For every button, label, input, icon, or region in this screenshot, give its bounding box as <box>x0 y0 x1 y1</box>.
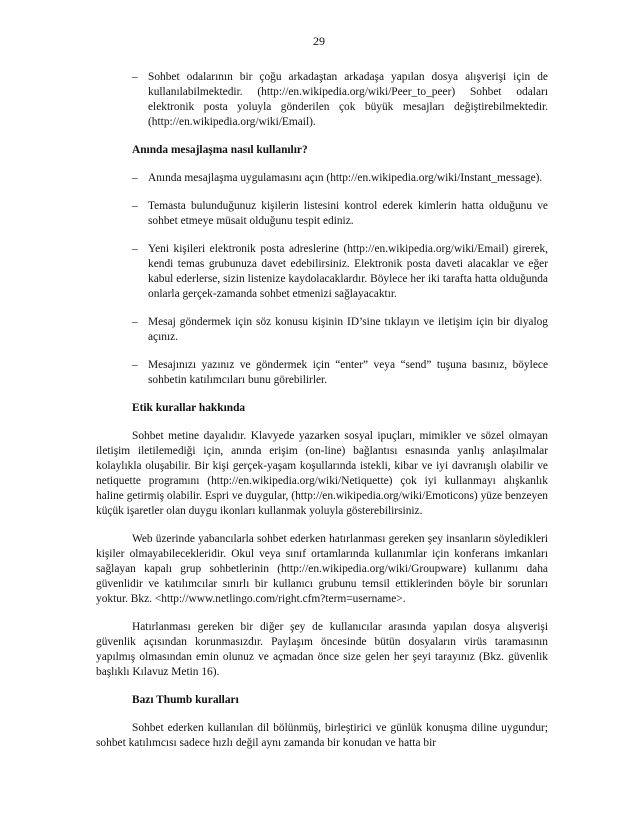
page-content <box>96 70 548 764</box>
body-paragraph: Web üzerinde yabancılarla sohbet ederken hatırlanması gereken şey insanların söyledikleri kişiler olmayabilecekleridir. Okul veya sınıf ortamlarında kullanımlar için konferans imkanları sağlayan kapalı grup sohbetlerinin (http://en.wikipedia.org/wiki/Groupware) kullanımı daha güvenlidir ve katılımcılar sınırlı bir kullanıcı grubunu temsil ettiklerinden böyle bir sorunları yoktur. Bkz. <http://www.netlingo.com/right.cfm?term=username>. <box>96 533 548 605</box>
list-item <box>96 70 548 130</box>
dash-bullet-icon: – <box>132 200 138 212</box>
list-item-text: Temasta bulunduğunuz kişilerin listesini kontrol ederek kimlerin hatta olduğunu ve sohbet etmeye müsait olduğunu tespit ediniz. <box>148 200 548 227</box>
dash-bullet-icon: – <box>132 316 138 328</box>
section-heading-ethics: Etik kurallar hakkında <box>132 402 246 414</box>
bullet-list-top <box>96 70 548 130</box>
dash-bullet-icon: – <box>132 359 138 371</box>
body-paragraph: Sohbet metine dayalıdır. Klavyede yazarken sosyal ipuçları, mimikler ve sözel olmayan iletişim iletilemediği için, anında erişim (on-line) bağlantısı esnasında yanlış anlaşılmalar kolaylıkla oluşabilir. Bir kişi gerçek-yaşam koşullarında istekli, kibar ve iyi davranışlı olabilir ve netiquette programını (http://en.wikipedia.org/wiki/Netiquette) çok iyi kullanmayı alışkanlık haline getirmiş olabilir. Espri ve duygular, (http://en.wikipedia.org/wiki/Emoticons) yüze benzeyen küçük işaretler olan duygu ikonları kullanmak yoluyla gösterebilirsiniz. <box>96 430 548 517</box>
list-item-text: Yeni kişileri elektronik posta adreslerine (http://en.wikipedia.org/wiki/Email) girerek, kendi temas grubunuza davet edebilirsiniz. Elektronik posta daveti alacaklar ve eğer kabul ederlerse, sizin listenize kaydolacaklardır. Böylece her iki tarafta hatta olduğunda onlarla gerçek-zamanda sohbet etmenizi sağlayacaktır. <box>148 243 548 300</box>
list-item <box>96 242 548 302</box>
dash-bullet-icon: – <box>132 71 138 83</box>
list-item <box>96 199 548 229</box>
dash-bullet-icon: – <box>132 243 138 255</box>
page-number: 29 <box>313 34 325 48</box>
bullet-list-instant-messaging <box>96 171 548 388</box>
section-heading-thumb-rules: Bazı Thumb kuralları <box>132 694 239 706</box>
section-heading-instant-messaging: Anında mesajlaşma nasıl kullanılır? <box>132 144 308 156</box>
list-item <box>96 358 548 388</box>
list-item-text: Anında mesajlaşma uygulamasını açın (http://en.wikipedia.org/wiki/Instant_message). <box>148 172 543 184</box>
list-item-text: Mesajınızı yazınız ve göndermek için “enter” veya “send” tuşuna basınız, böylece sohbetin katılımcıları bunu görebilirler. <box>148 359 548 386</box>
body-paragraph: Sohbet ederken kullanılan dil bölünmüş, birleştirici ve günlük konuşma diline uygundur; sohbet katılımcısı sadece hızlı değil aynı zamanda bir konudan ve hatta bir <box>96 722 548 749</box>
list-item <box>96 171 548 186</box>
list-item <box>96 315 548 345</box>
list-item-text: Sohbet odalarının bir çoğu arkadaştan arkadaşa yapılan dosya alışverişi için de kullanılabilmektedir. (http://en.wikipedia.org/wiki/Peer_to_peer) Sohbet odaları elektronik posta yoluyla gönderilen çok büyük mesajları değiştirebilmektedir. (http://en.wikipedia.org/wiki/Email). <box>148 71 548 128</box>
list-item-text: Mesaj göndermek için söz konusu kişinin ID’sine tıklayın ve iletişim için bir diyalog açınız. <box>148 316 548 343</box>
body-paragraph: Hatırlanması gereken bir diğer şey de kullanıcılar arasında yapılan dosya alışverişi güvenlik açısından korunmasızdır. Paylaşım öncesinde bütün dosyaların virüs taramasının yapılmış olmasından emin olunuz ve açmadan önce size gelen her şeyi tarayınız (Bkz. güvenlik başlıklı Kılavuz Metin 16). <box>96 621 548 678</box>
dash-bullet-icon: – <box>132 172 138 184</box>
